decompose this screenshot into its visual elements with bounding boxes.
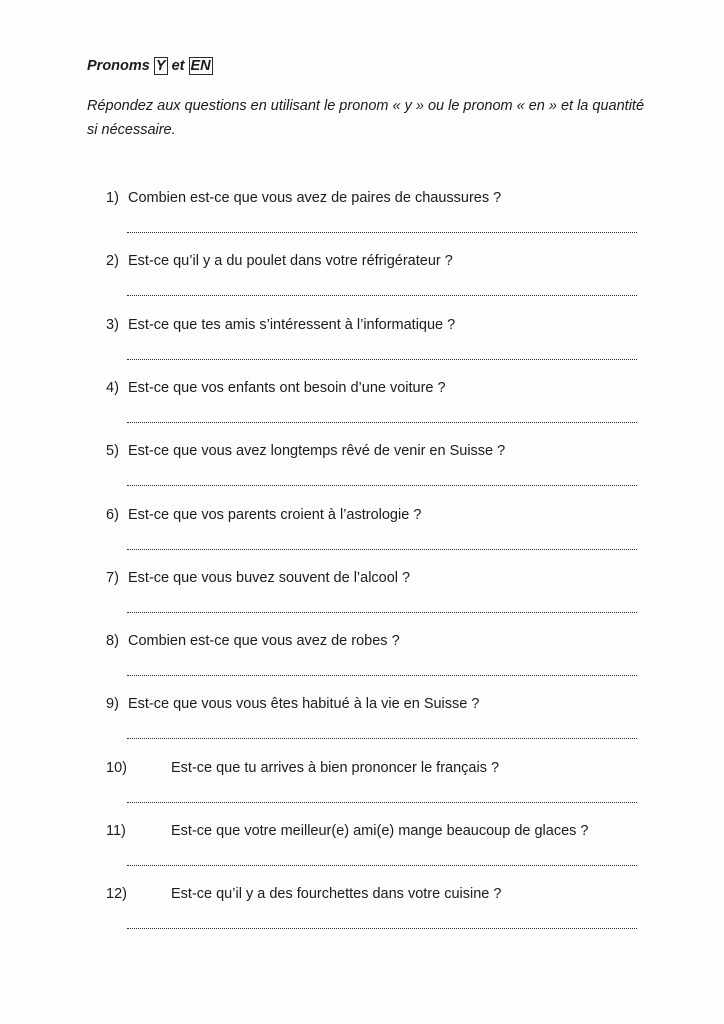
answer-line[interactable] xyxy=(127,612,637,613)
question-number: 12) xyxy=(106,886,127,903)
title-prefix: Pronoms xyxy=(87,58,154,74)
question-number: 11) xyxy=(106,823,126,839)
question-text: Est-ce que vos parents croient à l’astrologie ? xyxy=(128,506,422,523)
question-text: Est-ce que tu arrives à bien prononcer le français ? xyxy=(171,759,500,776)
answer-line[interactable] xyxy=(127,359,637,360)
question-text: Combien est-ce que vous avez de paires de chaussures ? xyxy=(128,190,502,206)
title-y-box: Y xyxy=(155,58,166,74)
question-text: Combien est-ce que vous avez de robes ? xyxy=(128,633,400,650)
question-text: Est-ce que vous avez longtemps rêvé de venir en Suisse ? xyxy=(128,443,506,460)
question-number: 10) xyxy=(106,759,127,776)
answer-line[interactable] xyxy=(127,865,637,866)
question-text: Est-ce que tes amis s’intéressent à l’informatique ? xyxy=(128,316,456,333)
answer-line[interactable] xyxy=(127,549,637,550)
answer-line[interactable] xyxy=(127,485,637,486)
question-text: Est-ce que vous buvez souvent de l’alcool ? xyxy=(128,569,411,586)
answer-line[interactable] xyxy=(127,675,637,676)
question-number: 9) xyxy=(106,696,119,713)
question-text: Est-ce qu’il y a des fourchettes dans votre cuisine ? xyxy=(171,886,502,903)
title-en-box: EN xyxy=(190,58,211,74)
title-middle: et xyxy=(167,58,189,74)
question-text: Est-ce qu’il y a du poulet dans votre réfrigérateur ? xyxy=(128,253,453,270)
question-text: Est-ce que votre meilleur(e) ami(e) mange beaucoup de glaces ? xyxy=(171,823,589,839)
question-text: Est-ce que vos enfants ont besoin d’une voiture ? xyxy=(128,379,446,396)
question-number: 7) xyxy=(106,569,119,586)
question-number: 8) xyxy=(106,633,119,650)
answer-line[interactable] xyxy=(127,738,637,739)
answer-line[interactable] xyxy=(127,928,637,929)
question-number: 5) xyxy=(106,443,119,460)
question-number: 2) xyxy=(106,253,119,270)
answer-line[interactable] xyxy=(127,422,637,423)
question-number: 4) xyxy=(106,379,119,396)
question-number: 1) xyxy=(106,190,119,206)
question-text: Est-ce que vous vous êtes habitué à la vie en Suisse ? xyxy=(128,696,480,713)
instructions: Répondez aux questions en utilisant le pronom « y » ou le pronom « en » et la quantité si nécessaire. xyxy=(87,98,645,138)
question-number: 3) xyxy=(106,316,119,333)
answer-line[interactable] xyxy=(127,802,637,803)
answer-line[interactable] xyxy=(127,295,637,296)
question-number: 6) xyxy=(106,506,119,523)
answer-line[interactable] xyxy=(127,232,637,233)
